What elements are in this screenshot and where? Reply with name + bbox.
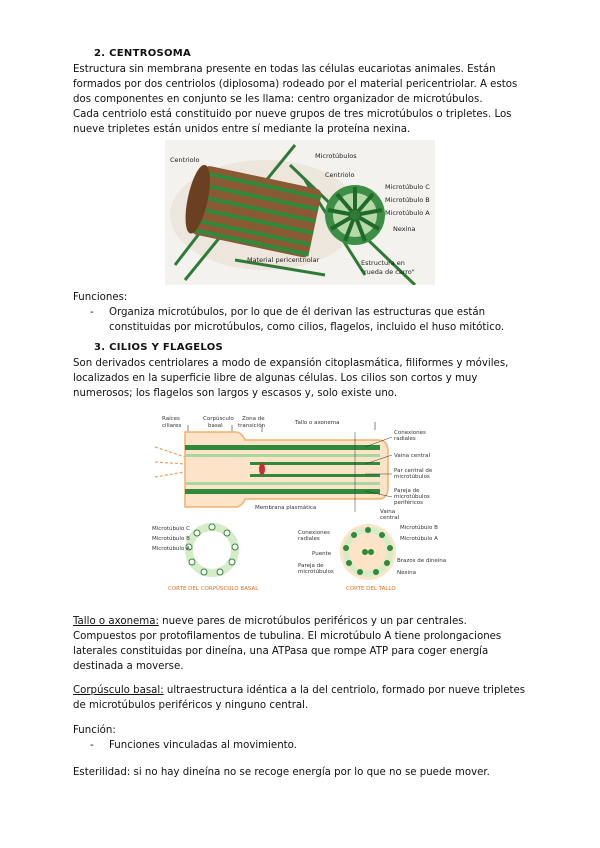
text-line: numerosos; los flagelos son largos y escasos y, solo existe uno. (73, 388, 398, 399)
label-conexiones: Conexiones (394, 430, 426, 436)
label-pareja-mt-2: microtúbulos (298, 569, 334, 575)
text-line: nueve tripletes están unidos entre sí mediante la proteína nexina. (73, 124, 411, 135)
axoneme-cross-section (340, 524, 396, 580)
text-fragment: nueve pares de microtúbulos periféricos y un par centrales. (158, 616, 467, 627)
label-microtubulo-a: Microtúbulo A (385, 209, 430, 217)
text-line: Son derivados centriolares a modo de expansión citoplasmática, filiformes y móviles, (73, 358, 509, 369)
label-tallo-axonema: Tallo o axonema (295, 420, 340, 426)
label-corpusculo: Corpúsculo (203, 416, 234, 422)
section-3-paragraph (73, 356, 533, 401)
text-line: constituidas por microtúbulos, como cilios, flagelos, incluido el huso mitótico. (109, 322, 505, 333)
text-line: Estructura sin membrana presente en todas las células eucariotas animales. Están (73, 64, 496, 75)
label-microtubulo-c: Microtúbulo C (385, 183, 430, 191)
text-line: de microtúbulos periféricos y ninguno central. (73, 700, 309, 711)
label-radiales: radiales (394, 436, 416, 442)
label-mt-a-right: Microtúbulo A (400, 536, 438, 542)
bullet-text: Funciones vinculadas al movimiento. (109, 740, 297, 751)
label-zona-de: Zona de (242, 416, 265, 422)
cilium-body (185, 432, 388, 507)
label-microtubulo-b: Microtúbulo B (385, 196, 430, 204)
bullet-text (109, 305, 529, 335)
text-line: destinada a moverse. (73, 661, 184, 672)
label-rueda-de-carro: "rueda de carro" (361, 268, 415, 276)
label-radiales-2: radiales (298, 536, 320, 542)
text-line (73, 614, 533, 629)
tallo-term: Tallo o axonema: (73, 616, 159, 627)
text-line (73, 683, 533, 698)
label-mt-c-left: Microtúbulo C (152, 526, 190, 532)
funciones-bullet (90, 305, 520, 335)
funciones-label: Funciones: (73, 292, 128, 303)
label-material-pericentriolar: Material pericentriolar (247, 256, 320, 264)
label-centriolo-right: Centriolo (325, 171, 355, 179)
label-nexina-2: Nexina (397, 570, 417, 576)
basal-body-cross-section (186, 524, 238, 575)
tallo-paragraph (73, 614, 533, 674)
bullet-dash: - (90, 307, 94, 318)
centriolo-cross-section (325, 185, 385, 245)
label-puente: Puente (312, 551, 332, 557)
text-line: formados por dos centriolos (diplosoma) rodeado por el material pericentriolar. A estos (73, 79, 518, 90)
label-brazos-dineina: Brazos de dineína (397, 558, 447, 564)
section-3-heading: 3. CILIOS Y FLAGELOS (94, 342, 223, 353)
corpusculo-paragraph (73, 683, 533, 713)
label-vaina: Vaina (380, 509, 396, 515)
caption-corte-tallo: CORTE DEL TALLO (346, 586, 396, 592)
cilium-figure (150, 412, 450, 597)
label-membrana-plasmatica: Membrana plasmática (255, 505, 317, 511)
text-line: Organiza microtúbulos, por lo que de él derivan las estructuras que están (109, 307, 486, 318)
section-2-paragraph (73, 62, 533, 137)
label-conexiones-2: Conexiones (298, 530, 330, 536)
label-pareja-mt: Pareja de (298, 563, 324, 569)
bullet-dash: - (90, 740, 94, 751)
section-2-heading: 2. CENTROSOMA (94, 48, 192, 59)
label-par-central: Par central de (394, 468, 433, 474)
label-transicion: transición (238, 423, 266, 429)
centrosome-figure (165, 140, 435, 285)
text-fragment: ultraestructura idéntica a la del centriolo, formado por nueve tripletes (163, 685, 526, 696)
text-line: Cada centriolo está constituido por nueve grupos de tres microtúbulos o tripletes. Los (73, 109, 512, 120)
label-pareja-de: Pareja de (394, 488, 420, 494)
label-nexina: Nexina (393, 225, 416, 233)
ciliary-roots (155, 447, 185, 477)
label-mt-b-right: Microtúbulo B (400, 525, 438, 531)
label-basal: basal (208, 423, 223, 429)
label-ciliares: ciliares (162, 423, 182, 429)
label-centriolo-left: Centriolo (170, 156, 200, 164)
label-par-microtubulos: microtúbulos (394, 474, 430, 480)
text-line: localizados en la superficie libre de algunas células. Los cilios son cortos y muy (73, 373, 478, 384)
label-vaina-central: Vaina central (394, 453, 431, 459)
text-line: Compuestos por protofilamentos de tubulina. El microtúbulo A tiene prolongaciones (73, 631, 502, 642)
label-estructura: Estructura en (361, 259, 405, 267)
label-raices: Raíces (162, 416, 180, 422)
funcion-bullet (90, 738, 520, 753)
text-line: dos componentes en conjunto se les llama: centro organizador de microtúbulos. (73, 94, 483, 105)
label-mt-a-left: Microtúbulo A (152, 546, 190, 552)
label-mt-b-left: Microtúbulo B (152, 536, 190, 542)
label-central: central (380, 515, 400, 521)
label-pareja-microtubulos: microtúbulos (394, 494, 430, 500)
label-perifericos: periféricos (394, 500, 424, 506)
funcion-label: Función: (73, 725, 116, 736)
corpusculo-term: Corpúsculo basal: (73, 685, 164, 696)
esterilidad-text: Esterilidad: si no hay dineína no se recoge energía por lo que no se puede mover. (73, 767, 490, 778)
text-line: laterales constituidas por dineína, una ATPasa que rompe ATP para coger energía (73, 646, 489, 657)
label-microtubulos: Microtúbulos (315, 152, 357, 160)
caption-corte-corpusculo: CORTE DEL CORPÚSCULO BASAL (168, 586, 259, 592)
